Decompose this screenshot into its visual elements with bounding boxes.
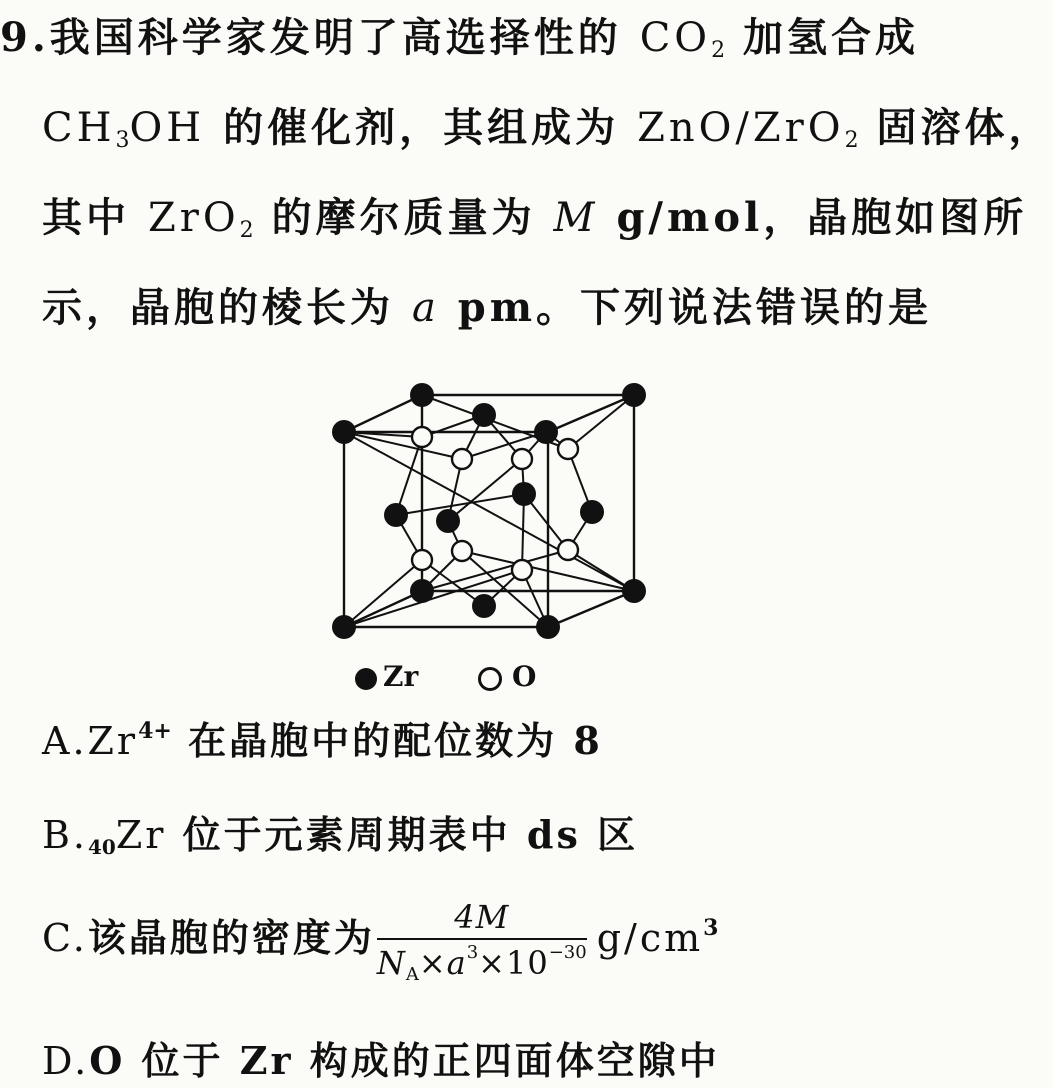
- o-legend-dot: [478, 667, 502, 691]
- question-line-3: 其中 ZrO$_2$ 的摩尔质量为 M g/mol，晶胞如图所: [42, 194, 1028, 243]
- question-line-2: $CH_3OH$ 的催化剂，其组成为 ZnO/ZrO$_2$ 固溶体，: [42, 104, 1053, 153]
- crystal-cell-diagram: [318, 370, 678, 650]
- question-line-1: 9.我国科学家发明了高选择性的 $CO_2$ 加氢合成: [0, 14, 920, 63]
- option-d: D.O 位于 Zr 构成的正四面体空隙中: [42, 1038, 720, 1083]
- o-atoms: [412, 427, 578, 580]
- question-line-4: 示，晶胞的棱长为 a pm。下列说法错误的是: [42, 284, 933, 331]
- figure-legend: [355, 660, 536, 693]
- legend-o-label: O: [511, 660, 537, 693]
- zr-legend-dot: [355, 668, 377, 690]
- density-fraction: $\frac{4M}{N_A\times a^3\times 10^{-30}}$: [376, 898, 587, 985]
- question-number: 9.: [0, 14, 50, 61]
- option-c: C.该晶胞的密度为 $\frac{4M}{N_A\times a^3\times 10^{-30}}$ $g/cm^3$: [42, 898, 719, 985]
- legend-zr-label: Zr: [383, 660, 419, 693]
- option-a: $A.Zr^{4+}$ 在晶胞中的配位数为 8: [42, 718, 603, 763]
- option-b: B.40Zr 位于元素周期表中 ds 区: [42, 812, 639, 859]
